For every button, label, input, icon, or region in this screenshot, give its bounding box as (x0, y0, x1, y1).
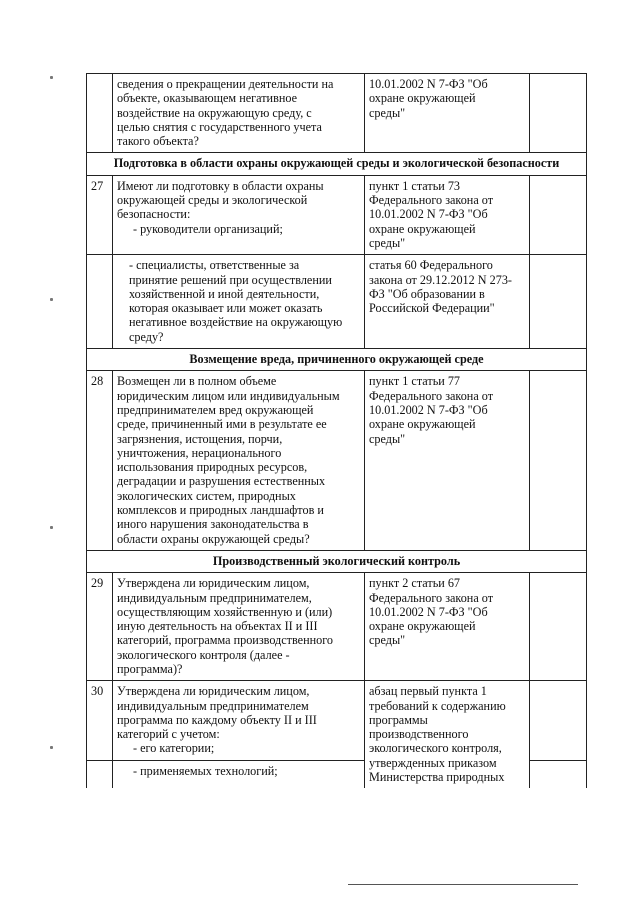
question-line: иную деятельность на объектах II и III (117, 619, 318, 634)
question-line: загрязнения, истощения, порчи, (117, 431, 283, 446)
law-line: производственного (369, 727, 469, 742)
law-line: закона от 29.12.2012 N 273- (369, 272, 512, 287)
scan-mark (50, 76, 53, 79)
question-line: программа по каждому объекту II и III (117, 712, 317, 727)
law-line: среды" (369, 431, 406, 446)
section-heading-damage: Возмещение вреда, причиненного окружающей среде (87, 349, 587, 371)
question-line: сведения о прекращении деятельности на (117, 77, 334, 91)
question-line: экологического контроля (далее - (117, 647, 290, 662)
answer-cell[interactable] (530, 371, 587, 551)
law-reference-cell (365, 255, 530, 349)
question-cell (113, 255, 365, 349)
section-row (87, 349, 587, 371)
question-line: целью снятия с государственного учета (117, 119, 322, 134)
law-line: охране окружающей (369, 619, 476, 634)
row-number: 28 (87, 371, 113, 551)
law-reference-cell (365, 175, 530, 254)
question-cell (113, 573, 365, 681)
scan-mark (50, 746, 53, 749)
question-line: индивидуальным предпринимателем, (117, 590, 312, 605)
question-cell (113, 681, 365, 761)
question-line: Утверждена ли юридическим лицом, (117, 576, 310, 591)
question-line: осуществляющим хозяйственную и (или) (117, 604, 333, 619)
question-cell (113, 175, 365, 254)
question-line: экологических систем, природных (117, 488, 296, 503)
question-line: программа)? (117, 661, 183, 676)
row-number (87, 760, 113, 788)
law-line: охране окружающей (369, 417, 476, 432)
table-row (87, 74, 587, 153)
question-sub-item: - руководители организаций; (133, 221, 283, 236)
table-row (87, 681, 587, 761)
law-reference-cell (365, 74, 530, 153)
section-heading-training: Подготовка в области охраны окружающей среды и экологической безопасности (87, 153, 587, 175)
question-line: юридическим лицом или индивидуальным (117, 388, 340, 403)
question-line: воздействие на окружающую среду, с (117, 105, 312, 120)
law-line: статья 60 Федерального (369, 258, 493, 273)
law-reference-cell (365, 681, 530, 789)
law-line: 10.01.2002 N 7-ФЗ "Об (369, 604, 488, 619)
question-line: иного нарушения законодательства в (117, 517, 309, 532)
law-line: Министерства природных (369, 770, 505, 785)
answer-cell[interactable] (530, 681, 587, 761)
checklist-table (86, 73, 587, 788)
question-line: которая оказывает или может оказать (129, 301, 323, 316)
table-row (87, 255, 587, 349)
law-line: пункт 1 статьи 77 (369, 374, 461, 389)
row-number: 29 (87, 573, 113, 681)
question-line: предпринимателем вред окружающей (117, 402, 314, 417)
table-row (87, 175, 587, 254)
question-line: среде, причиненный ими в результате ее (117, 417, 327, 432)
law-line: среды" (369, 235, 406, 250)
question-line: категорий с учетом: (117, 727, 220, 742)
row-number (87, 255, 113, 349)
question-line: области охраны окружающей среды? (117, 531, 310, 546)
law-line: 10.01.2002 N 7-ФЗ "Об (369, 77, 488, 91)
question-line: индивидуальным предпринимателем (117, 698, 309, 713)
law-line: среды" (369, 105, 406, 120)
law-line: среды" (369, 633, 406, 648)
question-line: деградации и разрушения естественных (117, 474, 326, 489)
law-line: Федерального закона от (369, 590, 494, 605)
question-line: Имеют ли подготовку в области охраны (117, 178, 324, 193)
row-number: 30 (87, 681, 113, 761)
question-cell (113, 760, 365, 788)
law-line: требований к содержанию (369, 698, 506, 713)
law-line: программы (369, 712, 428, 727)
question-line: уничтожения, нерационального (117, 445, 282, 460)
question-line: безопасности: (117, 207, 191, 222)
table-row (87, 573, 587, 681)
law-line: 10.01.2002 N 7-ФЗ "Об (369, 207, 488, 222)
row-number (87, 74, 113, 153)
question-sub-item: - его категории; (133, 741, 215, 756)
law-line: охране окружающей (369, 91, 476, 106)
row-number: 27 (87, 175, 113, 254)
law-line: абзац первый пункта 1 (369, 684, 487, 699)
answer-cell[interactable] (530, 760, 587, 788)
law-line: утвержденных приказом (369, 755, 497, 770)
law-line: охране окружающей (369, 221, 476, 236)
question-line: такого объекта? (117, 134, 199, 149)
scan-mark (50, 526, 53, 529)
question-line: среду? (129, 329, 164, 344)
law-line: Федерального закона от (369, 388, 494, 403)
answer-cell[interactable] (530, 255, 587, 349)
section-row (87, 153, 587, 175)
question-line: категорий, программа производственного (117, 633, 334, 648)
footer-rule (348, 884, 578, 885)
answer-cell[interactable] (530, 175, 587, 254)
law-line: пункт 2 статьи 67 (369, 576, 461, 591)
question-line: хозяйственной и иной деятельности, (129, 286, 320, 301)
law-line: Федерального закона от (369, 193, 494, 208)
law-line: экологического контроля, (369, 741, 502, 756)
question-line: принятие решений при осуществлении (129, 272, 332, 287)
law-line: Российской Федерации" (369, 301, 495, 316)
question-line: Утверждена ли юридическим лицом, (117, 684, 310, 699)
question-line: Возмещен ли в полном объеме (117, 374, 277, 389)
question-line: комплексов и природных ландшафтов и (117, 503, 324, 518)
question-line: окружающей среды и экологической (117, 193, 308, 208)
question-line: негативное воздействие на окружающую (129, 315, 343, 330)
answer-cell[interactable] (530, 573, 587, 681)
section-row (87, 550, 587, 572)
question-line: объекте, оказывающем негативное (117, 91, 297, 106)
law-line: пункт 1 статьи 73 (369, 178, 461, 193)
law-reference-cell (365, 371, 530, 551)
law-reference-cell (365, 573, 530, 681)
section-heading-control: Производственный экологический контроль (87, 550, 587, 572)
question-line: - специалисты, ответственные за (129, 258, 300, 273)
question-line: использования природных ресурсов, (117, 460, 308, 475)
question-cell (113, 371, 365, 551)
law-line: 10.01.2002 N 7-ФЗ "Об (369, 402, 488, 417)
law-line: ФЗ "Об образовании в (369, 286, 485, 301)
answer-cell[interactable] (530, 74, 587, 153)
scan-mark (50, 298, 53, 301)
question-line: - применяемых технологий; (133, 763, 278, 778)
question-cell (113, 74, 365, 153)
table-row (87, 371, 587, 551)
